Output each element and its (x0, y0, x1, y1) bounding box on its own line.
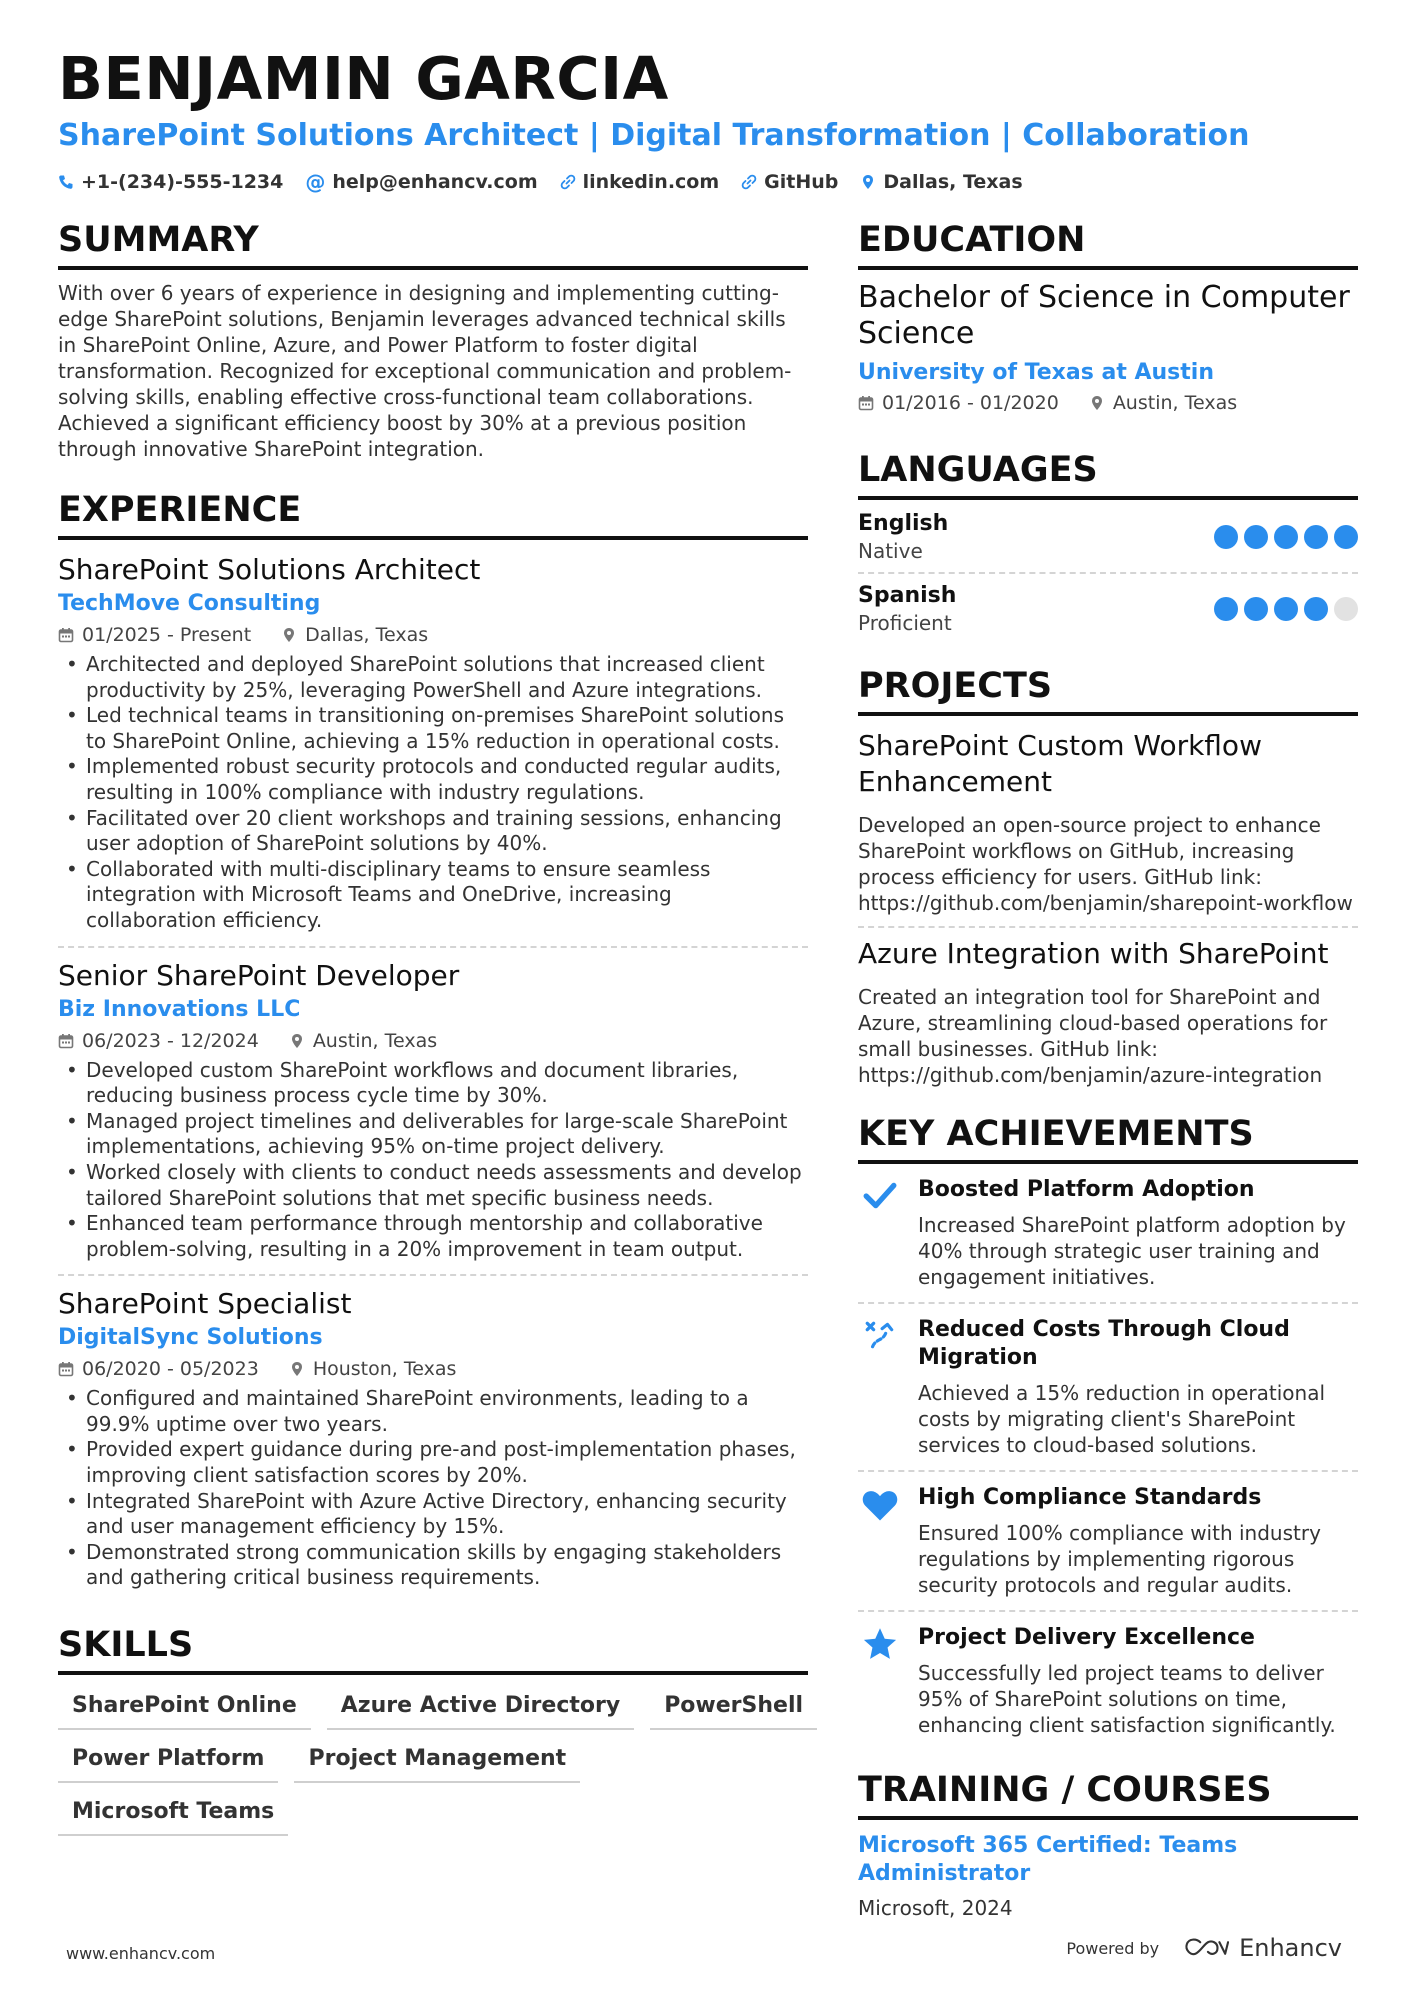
calendar-icon (58, 1033, 74, 1049)
location-pin-icon (289, 1033, 305, 1049)
education-meta (858, 392, 1358, 414)
star-icon (862, 1626, 898, 1662)
language-name: Spanish (858, 583, 957, 608)
language-level: Proficient (858, 611, 952, 635)
summary-text: With over 6 years of experience in designing and implementing cutting-edge SharePoint solutions, Benjamin leverages advanced technical skills in SharePoint Online, Azure, and Power Platform to foster digital transformation. Recognized for exceptional communication and problem-solving skills, enabling effective cross-functional team collaborations. Achieved a significant efficiency boost by 30% at a previous position through innovative SharePoint integration. (58, 281, 792, 461)
languages-heading: LANGUAGES (858, 448, 1358, 500)
rating-dot-filled (1214, 525, 1238, 549)
github-text: GitHub (764, 171, 839, 193)
job-dates-text: 06/2020 - 05/2023 (82, 1358, 259, 1381)
footer-website[interactable]: www.enhancv.com (66, 1944, 216, 1963)
job-bullet: • Architected and deployed SharePoint solutions that increased client productivity by 25%, leveraging PowerShell and Azure integrations. (58, 652, 808, 703)
education-heading: EDUCATION (858, 218, 1358, 270)
skill-tag: Project Management (294, 1744, 580, 1783)
job-dates-text: 01/2025 - Present (82, 624, 252, 646)
candidate-name: BENJAMIN GARCIA (58, 44, 669, 113)
project-item (858, 926, 1358, 1098)
left-column (58, 218, 808, 1836)
job-dates-text: 06/2023 - 12/2024 (82, 1029, 259, 1052)
rating-dot-filled (1274, 525, 1298, 549)
achievements-list (858, 1164, 1358, 1750)
rating-dot-filled (1334, 525, 1358, 549)
rating-dot-filled (1244, 597, 1268, 621)
job-bullet: • Integrated SharePoint with Azure Active Directory, enhancing security and user management efficiency by 15%. (58, 1489, 808, 1540)
skill-tag: Azure Active Directory (327, 1691, 634, 1730)
job-bullet: • Provided expert guidance during pre-and post-implementation phases, improving client satisfaction scores by 20%. (58, 1437, 808, 1488)
contact-email[interactable] (305, 170, 537, 194)
experience-list (58, 546, 808, 1603)
skill-tag: SharePoint Online (58, 1691, 311, 1730)
candidate-tagline: SharePoint Solutions Architect | Digital Transformation | Collaboration (58, 118, 1250, 153)
job-dates (58, 624, 251, 646)
summary-heading: SUMMARY (58, 218, 808, 270)
contact-phone[interactable] (58, 170, 283, 194)
achievement-desc: Achieved a 15% reduction in operational costs by migrating client's SharePoint services to cloud-based solutions. (918, 1381, 1326, 1457)
achievement-desc: Ensured 100% compliance with industry regulations by implementing rigorous security protocols and regular audits. (918, 1521, 1321, 1597)
job-company: TechMove Consulting (58, 591, 321, 616)
achievement-item (858, 1470, 1358, 1610)
calendar-icon (58, 1361, 74, 1377)
email-text: help@enhancv.com (332, 171, 538, 193)
contact-bar (58, 170, 1023, 194)
job-bullet: • Worked closely with clients to conduct needs assessments and develop tailored SharePoint solutions that met specific business needs. (58, 1160, 808, 1211)
check-icon (863, 1178, 897, 1212)
achievement-desc: Increased SharePoint platform adoption by 40% through strategic user training and engagement initiatives. (918, 1213, 1346, 1289)
rating-dot-filled (1214, 597, 1238, 621)
job-bullets (58, 1386, 808, 1591)
language-item (858, 502, 1358, 572)
skill-tag: PowerShell (650, 1691, 817, 1730)
project-title: SharePoint Custom Workflow Enhancement (858, 729, 1262, 798)
rating-dot-filled (1304, 525, 1328, 549)
link-icon (560, 174, 576, 190)
achievement-item (858, 1610, 1358, 1750)
job-meta (58, 1358, 808, 1380)
training-heading: TRAINING / COURSES (858, 1768, 1358, 1820)
job-entry (58, 546, 808, 946)
achievement-desc: Successfully led project teams to deliver 95% of SharePoint solutions on time, enhancing client satisfaction significantly. (918, 1661, 1336, 1737)
job-bullets (58, 1058, 808, 1263)
job-bullet: • Implemented robust security protocols and conducted regular audits, resulting in 100% compliance with industry regulations. (58, 754, 808, 805)
job-title: SharePoint Specialist (58, 1287, 352, 1321)
skill-tag: Power Platform (58, 1744, 278, 1783)
job-entry (58, 946, 808, 1275)
education-school: University of Texas at Austin (858, 360, 1214, 385)
route-icon (863, 1318, 897, 1352)
achievement-title: Boosted Platform Adoption (918, 1177, 1255, 1202)
rating-dot-filled (1274, 597, 1298, 621)
job-bullet: • Collaborated with multi-disciplinary teams to ensure seamless integration with Microsoft Teams and OneDrive, increasing collaboration efficiency. (58, 857, 808, 934)
rating-dot-empty (1334, 597, 1358, 621)
job-meta (58, 1030, 808, 1052)
job-bullet: • Led technical teams in transitioning on-premises SharePoint solutions to SharePoint Online, achieving a 15% reduction in operational costs. (58, 703, 808, 754)
language-rating (1214, 525, 1358, 549)
projects-heading: PROJECTS (858, 664, 1358, 716)
achievements-heading: KEY ACHIEVEMENTS (858, 1112, 1358, 1164)
achievement-title: Project Delivery Excellence (918, 1625, 1255, 1650)
phone-icon (58, 174, 74, 190)
project-desc: Developed an open-source project to enhance SharePoint workflows on GitHub, increasing process efficiency for users. GitHub link: https://github.com/benjamin/sharepoint-workflow (858, 813, 1353, 915)
job-bullet: • Managed project timelines and deliverables for large-scale SharePoint implementations, achieving 95% on-time project delivery. (58, 1109, 808, 1160)
job-title: SharePoint Solutions Architect (58, 553, 481, 586)
rating-dot-filled (1244, 525, 1268, 549)
languages-list (858, 502, 1358, 644)
skills-list (58, 1691, 818, 1836)
footer-branding (1066, 1934, 1342, 1962)
linkedin-text: linkedin.com (582, 171, 720, 193)
course-org: Microsoft, 2024 (858, 1896, 1013, 1920)
calendar-icon (58, 627, 74, 643)
job-location-text: Dallas, Texas (305, 624, 429, 646)
education-location (1089, 392, 1237, 414)
language-item (858, 572, 1358, 644)
achievement-item (858, 1164, 1358, 1302)
job-bullet: • Demonstrated strong communication skills by engaging stakeholders and gathering critical business requirements. (58, 1540, 808, 1591)
enhancv-brand-text: Enhancv (1239, 1934, 1342, 1962)
job-location (289, 1358, 457, 1380)
right-column (858, 218, 1358, 1920)
location-pin-icon (289, 1361, 305, 1377)
enhancv-logo-icon (1183, 1936, 1229, 1960)
education-degree: Bachelor of Science in Computer Science (858, 280, 1350, 351)
language-name: English (858, 511, 949, 536)
job-location (289, 1030, 437, 1052)
phone-text: +1-(234)-555-1234 (81, 171, 284, 193)
location-pin-icon (860, 174, 876, 190)
job-dates (58, 1358, 259, 1380)
at-icon: @ (305, 170, 326, 194)
job-company: Biz Innovations LLC (58, 996, 301, 1022)
project-title: Azure Integration with SharePoint (858, 937, 1329, 970)
link-icon (741, 174, 757, 190)
language-level: Native (858, 539, 923, 563)
project-desc: Created an integration tool for SharePoint and Azure, streamlining cloud-based operations for small businesses. GitHub link: https://github.com/benjamin/azure-integration (858, 985, 1328, 1087)
location-text: Dallas, Texas (883, 171, 1023, 193)
calendar-icon (858, 395, 874, 411)
job-entry (58, 1274, 808, 1603)
contact-github[interactable] (741, 170, 838, 194)
job-location-text: Houston, Texas (312, 1358, 457, 1381)
job-bullet: • Enhanced team performance through mentorship and collaborative problem-solving, resulting in a 20% improvement in team output. (58, 1211, 808, 1262)
location-pin-icon (1089, 395, 1105, 411)
projects-list (858, 720, 1358, 1098)
job-location-text: Austin, Texas (312, 1029, 438, 1052)
job-bullet: • Developed custom SharePoint workflows and document libraries, reducing business process cycle time by 30%. (58, 1058, 808, 1109)
education-location-text: Austin, Texas (1112, 392, 1238, 414)
job-meta (58, 624, 808, 646)
skills-heading: SKILLS (58, 1623, 808, 1675)
job-bullets (58, 652, 808, 934)
powered-by-label: Powered by (1066, 1938, 1160, 1958)
job-bullet: • Facilitated over 20 client workshops and training sessions, enhancing user adoption of SharePoint solutions by 40%. (58, 806, 808, 857)
heart-icon (861, 1486, 899, 1524)
skill-tag: Microsoft Teams (58, 1797, 288, 1836)
location-pin-icon (281, 627, 297, 643)
education-dates-text: 01/2016 - 01/2020 (882, 392, 1059, 414)
course-title: Microsoft 365 Certified: Teams Administrator (858, 1833, 1238, 1886)
achievement-title: High Compliance Standards (918, 1485, 1262, 1510)
job-location (281, 624, 428, 646)
rating-dot-filled (1304, 597, 1328, 621)
project-item (858, 720, 1358, 926)
contact-location (860, 170, 1022, 194)
job-title: Senior SharePoint Developer (58, 958, 460, 992)
achievement-item (858, 1302, 1358, 1470)
contact-linkedin[interactable] (560, 170, 720, 194)
experience-heading: EXPERIENCE (58, 488, 808, 540)
enhancv-logo (1183, 1934, 1342, 1962)
language-rating (1214, 597, 1358, 621)
achievement-title: Reduced Costs Through Cloud Migration (918, 1317, 1290, 1370)
job-company: DigitalSync Solutions (58, 1325, 323, 1351)
education-dates (858, 392, 1059, 414)
job-bullet: • Configured and maintained SharePoint environments, leading to a 99.9% uptime over two years. (58, 1386, 808, 1437)
job-dates (58, 1030, 259, 1052)
